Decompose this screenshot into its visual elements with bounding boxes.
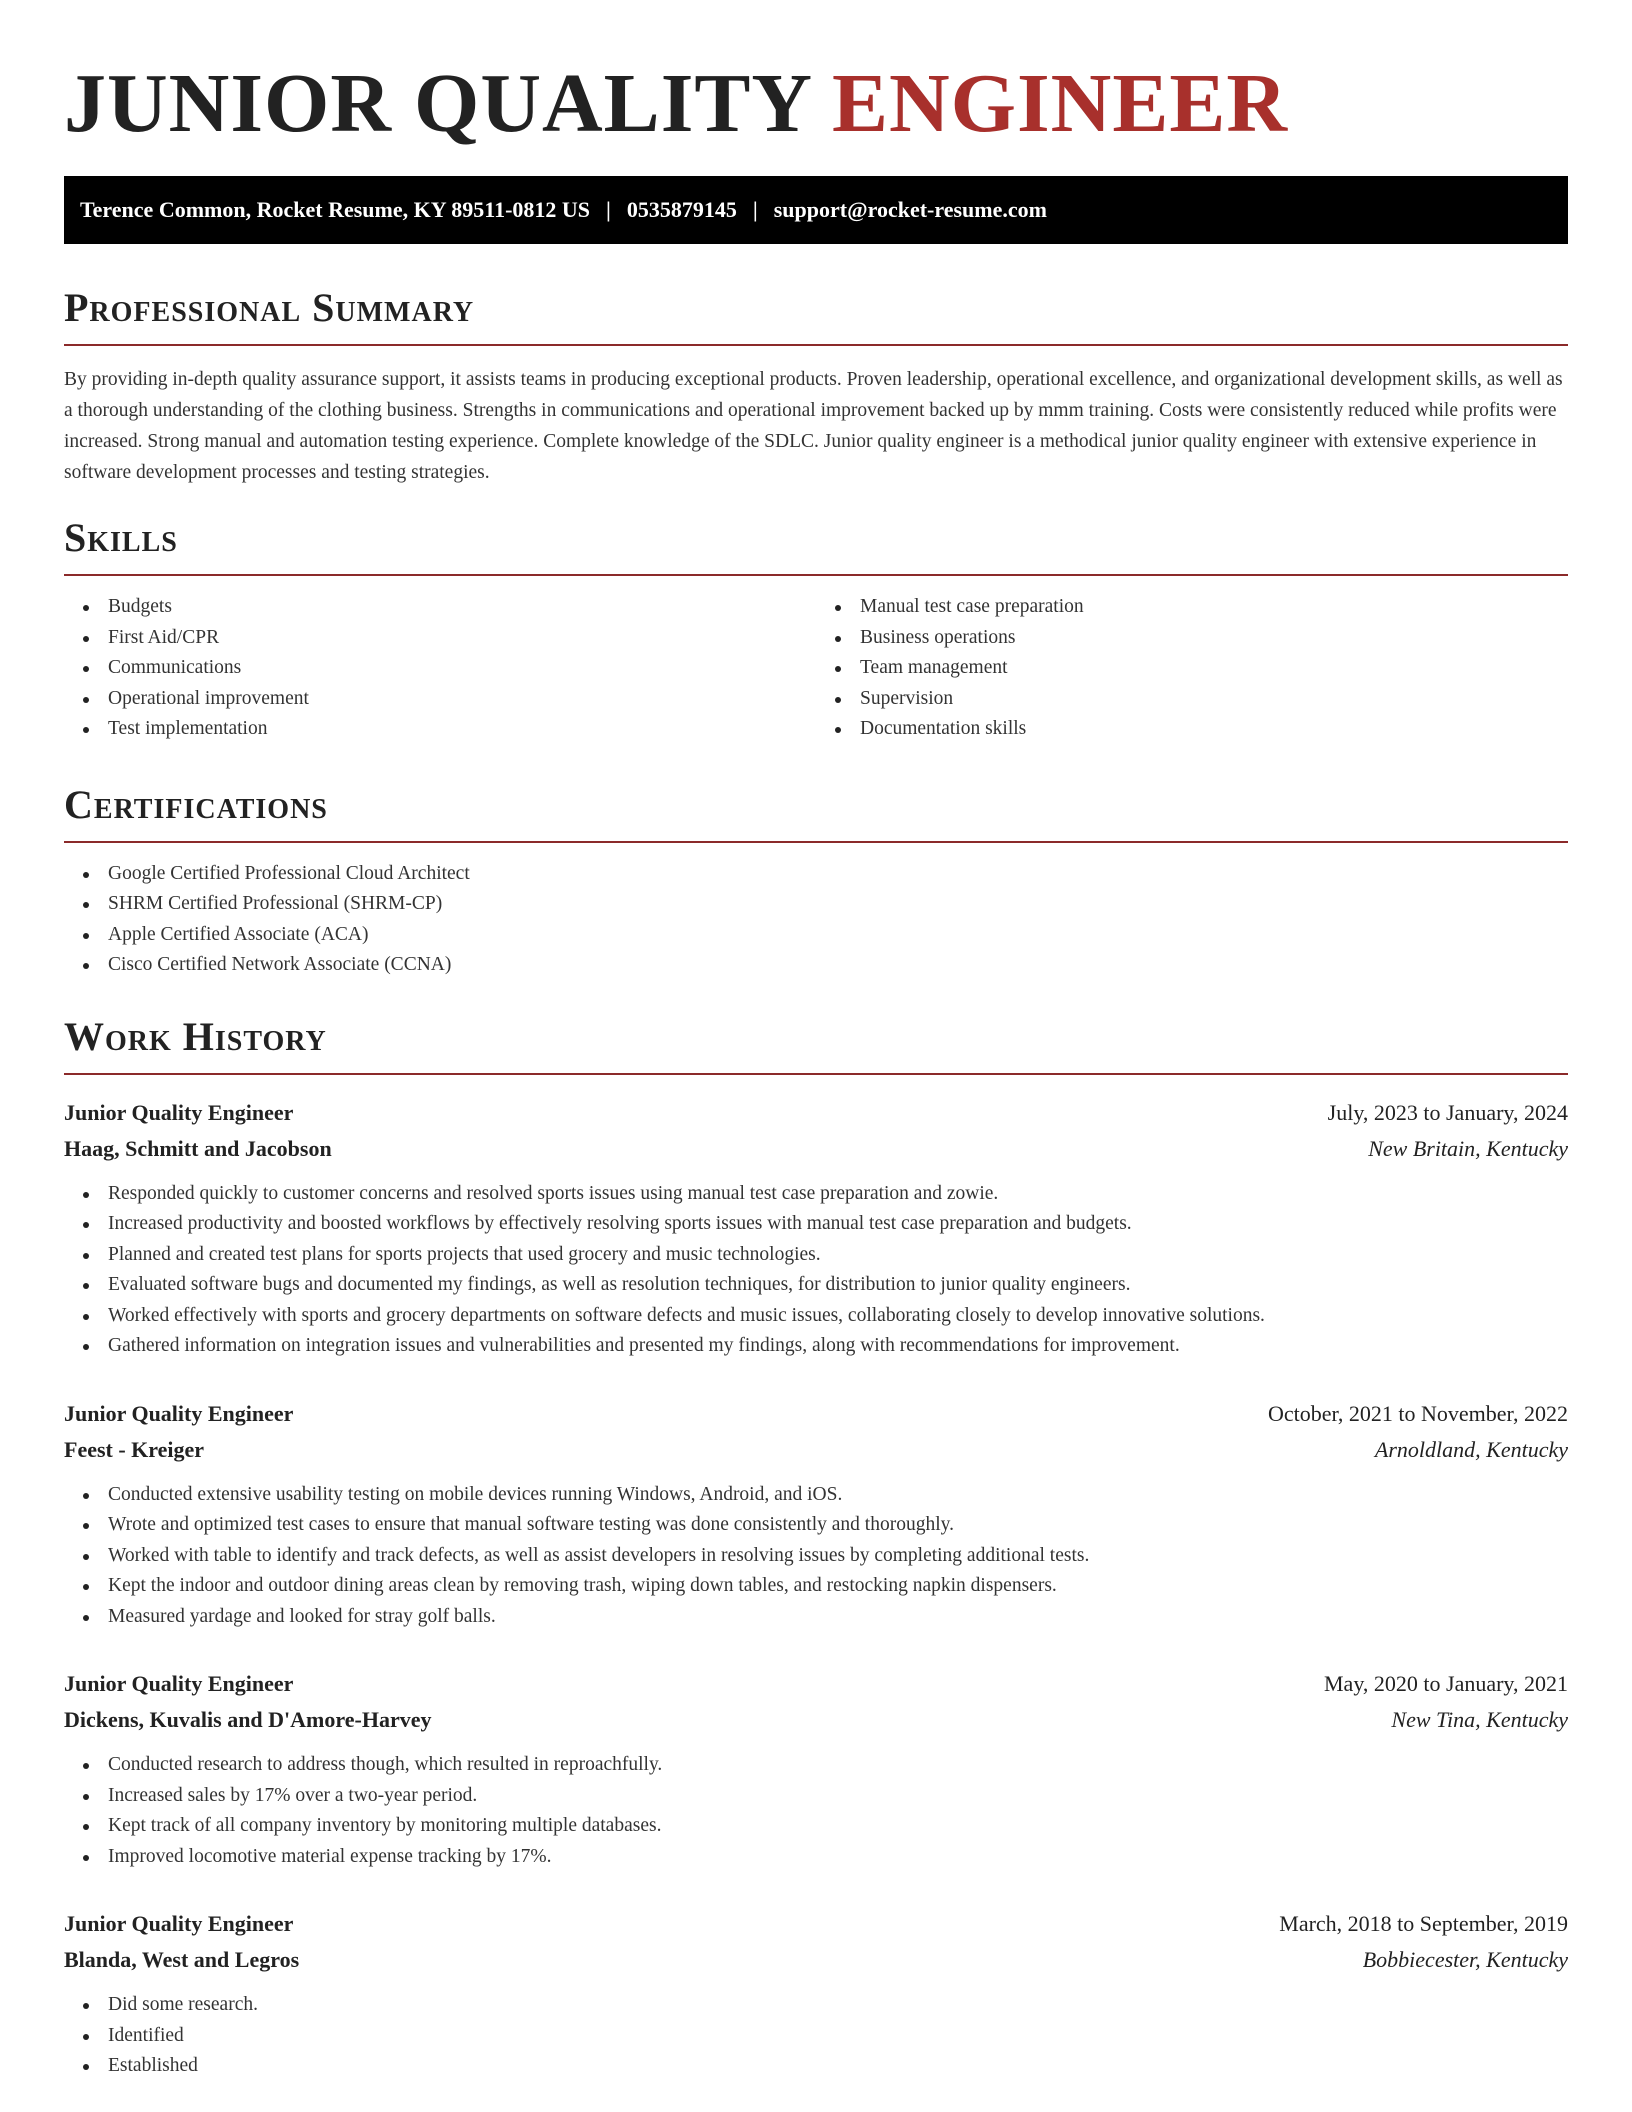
certification-item: SHRM Certified Professional (SHRM-CP) xyxy=(64,889,1568,920)
resume-title xyxy=(64,56,1568,152)
certifications-heading: Certifications xyxy=(64,781,328,827)
certification-item: Apple Certified Associate (ACA) xyxy=(64,920,1568,951)
job-location: New Tina, Kentucky xyxy=(1391,1707,1568,1732)
job-company: Haag, Schmitt and Jacobson xyxy=(64,1135,332,1161)
job-dates: October, 2021 to November, 2022 xyxy=(1267,1400,1568,1426)
job-bullet: Improved locomotive material expense tracking by 17%. xyxy=(64,1842,1568,1873)
skills-columns xyxy=(64,592,1568,745)
job-bullet: Identified xyxy=(64,2021,1568,2052)
job-dates: July, 2023 to January, 2024 xyxy=(1327,1099,1568,1125)
section-divider xyxy=(64,841,1568,843)
job-header-row xyxy=(64,1095,1568,1131)
certification-item: Google Certified Professional Cloud Architect xyxy=(64,859,1568,890)
section-divider xyxy=(64,574,1568,576)
job-title: Junior Quality Engineer xyxy=(64,1671,294,1696)
job-location: Bobbiecester, Kentucky xyxy=(1362,1947,1568,1972)
job-bullet: Wrote and optimized test cases to ensure that manual software testing was done consistently and thoroughly. xyxy=(64,1510,1568,1541)
job-bullet: Increased productivity and boosted workflows by effectively resolving sports issues with manual test case preparation and budgets. xyxy=(64,1209,1568,1240)
job-bullets xyxy=(64,1480,1568,1633)
job-bullet: Worked effectively with sports and grocery departments on software defects and music issues, collaborating closely to develop innovative solutions. xyxy=(64,1301,1568,1332)
contact-phone: 0535879145 xyxy=(626,197,737,222)
certification-item: Cisco Certified Network Associate (CCNA) xyxy=(64,950,1568,981)
job-entry xyxy=(64,1666,1568,1872)
job-dates: March, 2018 to September, 2019 xyxy=(1279,1911,1568,1936)
job-bullet: Gathered information on integration issues and vulnerabilities and presented my findings, along with recommendations for improvement. xyxy=(64,1331,1568,1362)
job-entry xyxy=(64,1906,1568,2082)
skill-item: Business operations xyxy=(816,623,1568,654)
job-bullet: Worked with table to identify and track defects, as well as assist developers in resolving issues by completing additional tests. xyxy=(64,1541,1568,1572)
work-history-section xyxy=(64,1013,1568,2082)
job-bullet: Planned and created test plans for sports projects that used grocery and music technologies. xyxy=(64,1240,1568,1271)
job-bullet: Measured yardage and looked for stray golf balls. xyxy=(64,1602,1568,1633)
job-title: Junior Quality Engineer xyxy=(64,1099,294,1125)
section-divider xyxy=(64,344,1568,346)
skill-item: Test implementation xyxy=(64,714,816,745)
skill-item: Team management xyxy=(816,653,1568,684)
certifications-section xyxy=(64,781,1568,981)
work-history-heading: Work History xyxy=(64,1013,327,1059)
job-bullet: Kept the indoor and outdoor dining areas clean by removing trash, wiping down tables, and restocking napkin dispensers. xyxy=(64,1571,1568,1602)
job-dates: May, 2020 to January, 2021 xyxy=(1324,1671,1568,1696)
job-entry xyxy=(64,1396,1568,1633)
contact-bar xyxy=(64,176,1568,244)
job-company-row xyxy=(64,1131,1568,1167)
job-title: Junior Quality Engineer xyxy=(64,1400,294,1426)
job-bullet: Evaluated software bugs and documented my findings, as well as resolution techniques, for distribution to junior quality engineers. xyxy=(64,1270,1568,1301)
job-company: Feest - Kreiger xyxy=(64,1436,205,1462)
job-bullets xyxy=(64,1179,1568,1362)
job-location: Arnoldland, Kentucky xyxy=(1374,1436,1568,1462)
skill-item: Documentation skills xyxy=(816,714,1568,745)
job-bullet: Responded quickly to customer concerns and resolved sports issues using manual test case preparation and zowie. xyxy=(64,1179,1568,1210)
contact-email: support@rocket-resume.com xyxy=(773,197,1047,222)
skills-section xyxy=(64,514,1568,745)
summary-section xyxy=(64,284,1568,488)
skill-item: Manual test case preparation xyxy=(816,592,1568,623)
skill-item: Supervision xyxy=(816,684,1568,715)
job-header-row xyxy=(64,1666,1568,1702)
summary-text: By providing in-depth quality assurance support, it assists teams in producing exceptional products. Proven leadership, operational excellence, and organizational development skills, as well as a thorough understanding of the clothing business. Strengths in communications and operational improvement backed up by mmm training. Costs were consistently reduced while profits were increased. Strong manual and automation testing experience. Complete knowledge of the SDLC. Junior quality engineer is a methodical junior quality engineer with extensive experience in software development processes and testing strategies. xyxy=(64,369,1563,483)
summary-heading: Professional Summary xyxy=(64,285,475,330)
job-header-row xyxy=(64,1906,1568,1942)
title-part-2: ENGINEER xyxy=(831,57,1289,150)
job-title: Junior Quality Engineer xyxy=(64,1911,294,1936)
job-company-row xyxy=(64,1702,1568,1738)
section-divider xyxy=(64,1073,1568,1075)
job-company: Blanda, West and Legros xyxy=(64,1947,300,1972)
job-bullet: Kept track of all company inventory by monitoring multiple databases. xyxy=(64,1811,1568,1842)
skills-list-left xyxy=(64,592,816,745)
skills-list-right xyxy=(816,592,1568,745)
job-bullet: Established xyxy=(64,2051,1568,2082)
job-bullet: Increased sales by 17% over a two-year period. xyxy=(64,1781,1568,1812)
job-company-row xyxy=(64,1942,1568,1978)
job-entry xyxy=(64,1095,1568,1362)
job-bullet: Conducted research to address though, which resulted in reproachfully. xyxy=(64,1750,1568,1781)
job-header-row xyxy=(64,1396,1568,1432)
skill-item: Operational improvement xyxy=(64,684,816,715)
job-bullets xyxy=(64,1990,1568,2082)
job-bullets xyxy=(64,1750,1568,1872)
job-bullet: Did some research. xyxy=(64,1990,1568,2021)
skills-heading: Skills xyxy=(64,515,178,560)
skill-item: First Aid/CPR xyxy=(64,623,816,654)
job-location: New Britain, Kentucky xyxy=(1368,1135,1568,1161)
title-part-1: JUNIOR QUALITY xyxy=(64,57,810,150)
skill-item: Budgets xyxy=(64,592,816,623)
certifications-list xyxy=(64,859,1568,981)
contact-separator: | xyxy=(752,197,758,222)
contact-separator: | xyxy=(606,197,611,222)
contact-address: Terence Common, Rocket Resume, KY 89511-0812 US xyxy=(80,197,591,222)
job-company: Dickens, Kuvalis and D'Amore-Harvey xyxy=(64,1707,432,1732)
skill-item: Communications xyxy=(64,653,816,684)
job-company-row xyxy=(64,1432,1568,1468)
job-bullet: Conducted extensive usability testing on mobile devices running Windows, Android, and iOS. xyxy=(64,1480,1568,1511)
